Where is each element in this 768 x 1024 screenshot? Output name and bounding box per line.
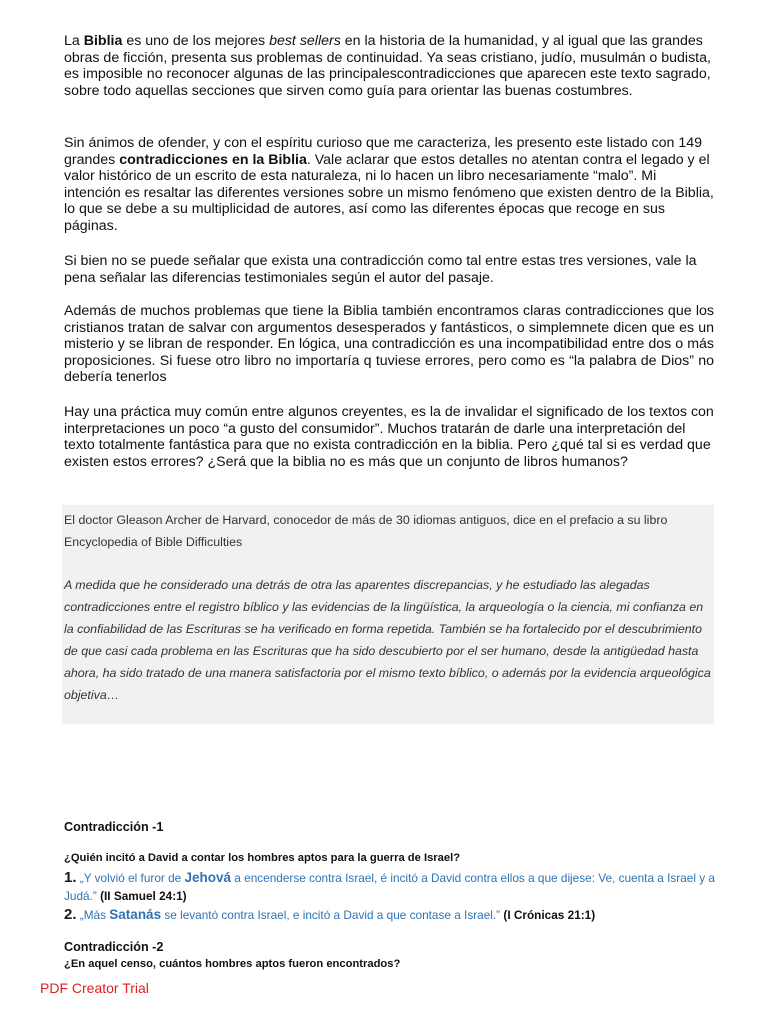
quote-body-text: A medida que he considerado una detrás de otra las aparentes discrepancias, y he estudiado las alegadas contradicciones entre el registro bíblico y las evidencias de la lingüística, la arqueología o la ciencia, mi confianza en la confiabilidad de las Escrituras se ha verificado en forma repetida. También se ha fortalecido por el descubrimiento de que casi cada problema en las Escrituras que ha sido descubierto por el ser humano, desde la antigüedad hasta ahora, ha sido tratado de una manera satisfactoria por el mismo texto bíblico, o además por la evidencia arqueológica objetiva…: [64, 578, 711, 702]
quote-intro-text: El doctor Gleason Archer de Harvard, conocedor de más de 30 idiomas antiguos, dice en el prefacio a su libro Encyclopedia of Bible Difficulties: [64, 513, 668, 549]
contradiction-1-question: ¿Quién incitó a David a contar los hombres aptos para la guerra de Israel?: [64, 852, 461, 864]
contradiction-1-title: Contradicción -1: [64, 820, 164, 834]
listing-paragraph: [64, 135, 714, 235]
verse-number: 1.: [64, 869, 77, 886]
verse-text: „Más: [76, 908, 110, 922]
bold-term-biblia: Biblia: [83, 33, 123, 49]
pdf-creator-watermark: PDF Creator Trial: [40, 980, 149, 996]
verse-number: 2.: [64, 906, 77, 923]
verse-reference: (II Samuel 24:1): [96, 889, 187, 903]
verse-text: „Y volvió el furor de: [76, 871, 185, 885]
verse-name-jehova: Jehová: [184, 870, 232, 885]
problems-paragraph: Además de muchos problemas que tiene la Biblia también encontramos claras contradicciones que los cristianos tratan de salvar con argumentos desesperados y fantásticos, o simplemnete dicen que es un misterio y se libran de responder. En lógica, una contradicción es una incompatibilidad entre dos o más proposiciones. Si fuese otro libro no importaría q tuviese errores, pero como es “la palabra de Dios” no debería tenerlos: [64, 303, 714, 386]
verse-reference: (I Crónicas 21:1): [500, 908, 596, 922]
text-run: es uno de los mejores: [122, 33, 270, 49]
quote-body-box: [62, 571, 714, 724]
intro-paragraph: [64, 33, 714, 99]
italic-term-best-sellers: best sellers: [269, 33, 341, 49]
contradiction-1-verse-1: [64, 869, 724, 905]
versions-paragraph: Si bien no se puede señalar que exista una contradicción como tal entre estas tres versiones, vale la pena señalar las diferencias testimoniales según el autor del pasaje.: [64, 253, 697, 286]
verse-text: a encenderse contra Israel, é incitó a David contra ellos a que dijese: Ve, cuenta a Israel y a Judá.”: [64, 871, 715, 903]
text-run: . Vale aclarar que estos detalles no atentan contra el legado y el valor histórico de un escrito de esta naturaleza, ni lo hacen un libro necesariamente “malo”. Mi intención es resaltar las diferentes versiones sobre un mismo fenómeno que existen dentro de la Biblia, lo que se debe a su multiplicidad de autores, así como las diferentes épocas que recoge en sus páginas.: [64, 151, 714, 234]
contradiction-2-title: Contradicción -2: [64, 940, 164, 954]
contradiction-1-verse-2: [64, 906, 724, 924]
bold-term-contradicciones: contradicciones en la Biblia: [119, 151, 307, 168]
practice-paragraph: Hay una práctica muy común entre algunos creyentes, es la de invalidar el significado de los textos con interpretaciones un poco “a gusto del consumidor”. Muchos tratarán de darle una interpretación del texto totalmente fantástica para que no exista contradicción en la biblia. Pero ¿qué tal si es verdad que existen estos errores? ¿Será que la biblia no es más que un conjunto de libros humanos?: [64, 404, 714, 470]
text-run: en la historia de la humanidad, y al igual que las grandes obras de ficción, presenta sus problemas de continuidad. Ya seas cristiano, judío, musulmán o budista, es imposible no reconocer algunas de las principalescontradicciones que aparecen este texto sagrado, sobre todo aquellas secciones que sirven como guía para orientar las buenas costumbres.: [64, 33, 711, 99]
quote-intro-box: [62, 505, 714, 571]
text-run: La: [64, 33, 84, 49]
contradiction-2-question: ¿En aquel censo, cuántos hombres aptos fueron encontrados?: [64, 958, 401, 970]
verse-name-satanas: Satanás: [109, 907, 162, 922]
text-run: Sin ánimos de ofender, y con el espíritu curioso que me caracteriza, les presento este listado con 149 grandes: [64, 135, 703, 168]
verse-text: se levantó contra Israel, e incitó a David a que contase a Israel.”: [161, 908, 501, 922]
